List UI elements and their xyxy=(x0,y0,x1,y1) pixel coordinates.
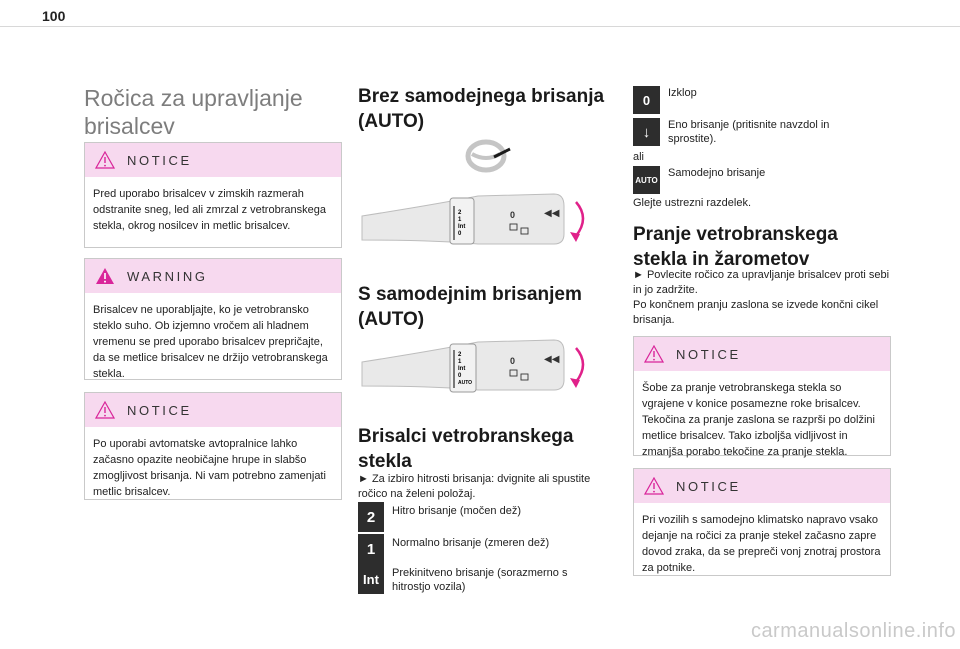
svg-text:◀◀: ◀◀ xyxy=(544,354,560,365)
mode-description: Eno brisanje (pritisnite navzdol in sprostite). xyxy=(668,119,830,145)
page-title-line2: brisalcev xyxy=(84,113,175,139)
speed-row-intermittent xyxy=(358,564,616,594)
see-section-text: Glejte ustrezni razdelek. xyxy=(633,197,751,209)
section-title-line2: (AUTO) xyxy=(358,111,425,132)
mode-description: Izklop xyxy=(668,87,697,99)
stalk-label: Int xyxy=(458,224,466,230)
stalk-label: Int xyxy=(458,366,466,372)
section-title-line2: stekla in žarometov xyxy=(633,249,810,270)
top-rule xyxy=(0,26,960,27)
stalk-label: 1 xyxy=(458,217,462,223)
speed-description: Hitro brisanje (močen dež) xyxy=(392,505,521,517)
warning-box-dry xyxy=(84,258,342,380)
wiper-speed-intro: ► Za izbiro hitrosti brisanja: dvignite ali spustite ročico na želeni položaj. xyxy=(358,473,591,500)
speed-description: Normalno brisanje (zmeren dež) xyxy=(392,537,550,549)
or-text: ali xyxy=(633,151,645,163)
warning-triangle-icon xyxy=(644,345,664,363)
section-title-line2: (AUTO) xyxy=(358,309,425,330)
notice-box-climate xyxy=(633,468,891,576)
section-title-line2: stekla xyxy=(358,451,412,472)
warning-filled-icon xyxy=(95,267,115,285)
notice-text: Šobe za pranje vetrobranskega stekla so vgrajene v konice posamezne roke brisalcev. Tekočina za pranje zaslona se razprši po dolžini metlice brisalcev. Tako izboljša vidljivost in zmanjša porabo tekočine za pranje stekla. xyxy=(642,382,875,458)
notice-heading: NOTICE xyxy=(676,478,741,494)
stalk-label: 2 xyxy=(458,352,462,358)
speed-row-normal xyxy=(358,534,616,564)
notice-header xyxy=(634,337,890,371)
stalk-label: 0 xyxy=(458,231,462,237)
page-title-line1: Ročica za upravljanje xyxy=(84,85,303,111)
warning-triangle-icon xyxy=(644,477,664,495)
stalk-label: 0 xyxy=(458,373,462,379)
stalk-label: 2 xyxy=(458,210,462,216)
section-title-line1: Brisalci vetrobranskega xyxy=(358,426,574,447)
watermark: carmanualsonline.info xyxy=(750,620,956,642)
steering-wheel-icon xyxy=(464,138,516,174)
auto-wipe-icon: AUTO xyxy=(633,166,660,194)
page-number: 100 xyxy=(42,8,66,24)
mode-off-icon: 0 xyxy=(633,86,660,114)
notice-text: Pri vozilih s samodejno klimatsko napravo vsako dejanje na ročici za pranje stekel začasno zapre dovod zraka, da se prepreči vonj znotraj prostora za potnike. xyxy=(642,514,881,574)
svg-text:◀◀: ◀◀ xyxy=(544,208,560,219)
svg-text:0: 0 xyxy=(510,210,516,220)
stalk-label: 1 xyxy=(458,359,462,365)
mode-row-single xyxy=(633,118,891,146)
speed-description: Prekinitveno brisanje (sorazmerno s hitrostjo vozila) xyxy=(392,567,568,593)
speed-2-icon: 2 xyxy=(358,502,384,532)
speed-1-icon: 1 xyxy=(358,534,384,564)
mode-row-auto xyxy=(633,166,891,194)
section-title-with-auto xyxy=(358,282,616,332)
notice-box-snow xyxy=(84,142,342,248)
notice-header xyxy=(85,393,341,427)
stalk-label: AUTO xyxy=(458,380,473,386)
svg-text:0: 0 xyxy=(510,356,516,366)
wiper-stalk-illustration xyxy=(358,186,598,258)
warning-heading: WARNING xyxy=(127,268,208,284)
notice-header xyxy=(634,469,890,503)
speed-row-fast xyxy=(358,502,616,532)
notice-text: Po uporabi avtomatske avtopralnice lahko začasno opazite neobičajne hrupe in slabšo zmogljivost brisanja. Ni vam potrebno zamenjati metlic brisalcev. xyxy=(93,438,326,498)
notice-heading: NOTICE xyxy=(127,152,192,168)
section-title-line1: S samodejnim brisanjem xyxy=(358,284,582,305)
section-title-line1: Pranje vetrobranskega xyxy=(633,224,838,245)
notice-text: Pred uporabo brisalcev v zimskih razmerah odstranite sneg, led ali zmrzal z vetrobranskega stekla, okrog nosilcev in metlic brisalcev. xyxy=(93,188,326,232)
section-title-washing xyxy=(633,222,891,272)
mode-row-off xyxy=(633,86,891,114)
warning-header xyxy=(85,259,341,293)
warning-triangle-icon xyxy=(95,401,115,419)
section-title-line1: Brez samodejnega brisanja xyxy=(358,86,605,107)
notice-heading: NOTICE xyxy=(676,346,741,362)
warning-triangle-icon xyxy=(95,151,115,169)
notice-heading: NOTICE xyxy=(127,402,192,418)
notice-box-nozzles xyxy=(633,336,891,456)
speed-int-icon: Int xyxy=(358,564,384,594)
warning-text: Brisalcev ne uporabljajte, ko je vetrobransko steklo suho. Ob izjemno vročem ali hladnem vremenu se pred uporabo brisalcev prepričajte, da se metlice brisalcev ne držijo vetrobranskega stekla. xyxy=(93,304,328,380)
arrow-down-icon: ↓ xyxy=(633,118,660,146)
section-title-wipers xyxy=(358,424,616,474)
section-title-no-auto xyxy=(358,84,616,134)
washing-instructions: ► Povlecite ročico za upravljanje brisalcev proti sebi in jo zadržite. Po končnem pranju zaslona se izvede končni cikel brisanja. xyxy=(633,269,890,326)
notice-header xyxy=(85,143,341,177)
page-title xyxy=(84,84,342,140)
mode-description: Samodejno brisanje xyxy=(668,167,766,179)
notice-box-carwash xyxy=(84,392,342,500)
wiper-stalk-auto-illustration xyxy=(358,332,598,404)
